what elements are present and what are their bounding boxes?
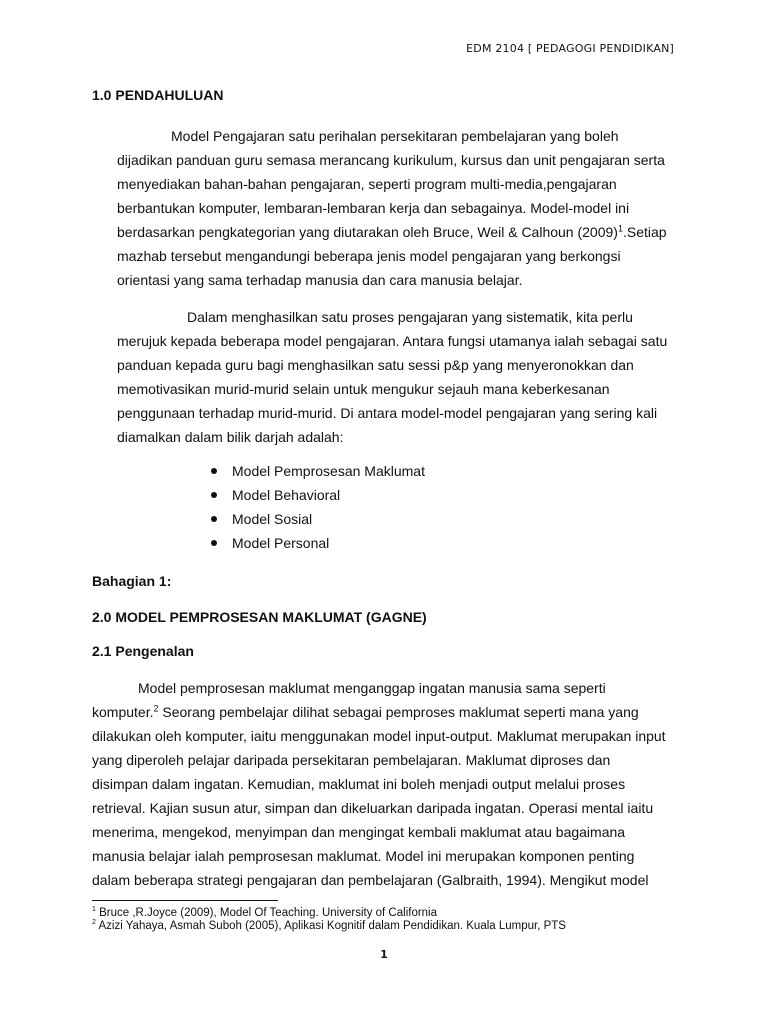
footnote-ref-2: 2	[153, 703, 159, 714]
text: Seorang pembelajar dilihat sebagai pemproses maklumat seperti mana yang	[158, 704, 639, 720]
bullet-icon	[211, 540, 217, 546]
heading-model-gagne: 2.0 MODEL PEMPROSESAN MAKLUMAT (GAGNE)	[92, 609, 427, 625]
line: manusia belajar ialah pemprosesan maklumat. Model ini merupakan komponen penting	[92, 848, 635, 864]
line: Dalam menghasilkan satu proses pengajaran yang sistematik, kita perlu	[187, 309, 633, 325]
line: panduan kepada guru bagi menghasilkan satu sessi p&p yang menyeronokkan dan	[117, 357, 634, 373]
part-label: Bahagian 1:	[92, 573, 172, 589]
line: dilakukan oleh komputer, iaitu menggunakan model input-output. Maklumat merupakan input	[92, 728, 666, 744]
line: menerima, mengekod, menyimpan dan mengingat kembali maklumat atau bagaimana	[92, 824, 626, 840]
list-item	[207, 531, 425, 555]
line: dalam beberapa strategi pengajaran dan pembelajaran (Galbraith, 1994). Mengikut model	[92, 872, 649, 888]
section2-paragraph	[92, 676, 675, 892]
footnote-divider	[92, 900, 278, 901]
line: disimpan dalam ingatan. Kemudian, maklumat ini boleh menjadi output melalui proses	[92, 776, 626, 792]
line: orientasi yang sama terhadap manusia dan cara manusia belajar.	[117, 272, 523, 288]
line: penggunaan terhadap murid-murid. Di antara model-model pengajaran yang sering kali	[117, 405, 658, 421]
footnote-number: 2	[92, 919, 96, 927]
model-list	[207, 459, 425, 555]
list-item	[207, 483, 425, 507]
subheading-pengenalan: 2.1 Pengenalan	[92, 643, 194, 659]
list-item	[207, 459, 425, 483]
line: mazhab tersebut mengandungi beberapa jenis model pengajaran yang berkongsi	[117, 248, 621, 264]
line: merujuk kepada beberapa model pengajaran. Antara fungsi utamanya ialah sebagai satu	[117, 333, 668, 349]
line	[117, 220, 675, 244]
running-header: EDM 2104 [ PEDAGOGI PENDIDIKAN]	[466, 42, 674, 55]
line: yang diperoleh pelajar daripada persekitaran pembelajaran. Maklumat diproses dan	[92, 752, 611, 768]
heading-pendahuluan: 1.0 PENDAHULUAN	[92, 87, 224, 103]
list-item	[207, 507, 425, 531]
footnote-2	[92, 920, 566, 933]
footnote-1	[92, 907, 566, 920]
line: diamalkan dalam bilik darjah adalah:	[117, 429, 344, 445]
bullet-icon	[211, 492, 217, 498]
footnote-number: 1	[92, 906, 96, 914]
line: Model Pengajaran satu perihalan persekitaran pembelajaran yang boleh	[171, 128, 619, 144]
text: komputer.	[92, 704, 154, 720]
intro-paragraph-2	[117, 305, 675, 449]
bullet-icon	[211, 468, 217, 474]
footnotes	[92, 907, 566, 933]
text: berdasarkan pengkategorian yang diutarakan oleh Bruce, Weil & Calhoun (2009)	[117, 224, 618, 240]
list-item-label: Model Sosial	[232, 511, 313, 527]
line: dijadikan panduan guru semasa merancang kurikulum, kursus dan unit pengajaran serta	[117, 152, 665, 168]
line: Model pemprosesan maklumat menganggap ingatan manusia sama seperti	[138, 680, 606, 696]
list-item-label: Model Behavioral	[232, 487, 341, 503]
line: menyediakan bahan-bahan pengajaran, seperti program multi-media,pengajaran	[117, 176, 617, 192]
text: .Setiap	[622, 224, 667, 240]
footnote-ref-1: 1	[617, 223, 623, 234]
footnote-text: Bruce ,R.Joyce (2009), Model Of Teaching. University of California	[95, 907, 438, 919]
list-item-label: Model Personal	[232, 535, 330, 551]
bullet-icon	[211, 516, 217, 522]
line: berbantukan komputer, lembaran-lembaran kerja dan sebagainya. Model-model ini	[117, 200, 630, 216]
line: memotivasikan murid-murid selain untuk mengukur sejauh mana keberkesanan	[117, 381, 610, 397]
intro-paragraph-1	[117, 124, 675, 292]
list-item-label: Model Pemprosesan Maklumat	[232, 463, 425, 479]
page-number: 1	[380, 948, 388, 961]
footnote-text: Azizi Yahaya, Asmah Suboh (2005), Aplikasi Kognitif dalam Pendidikan. Kuala Lumpur, PTS	[95, 920, 566, 932]
line	[92, 700, 675, 724]
line: retrieval. Kajian susun atur, simpan dan dikeluarkan daripada ingatan. Operasi mental iaitu	[92, 800, 654, 816]
